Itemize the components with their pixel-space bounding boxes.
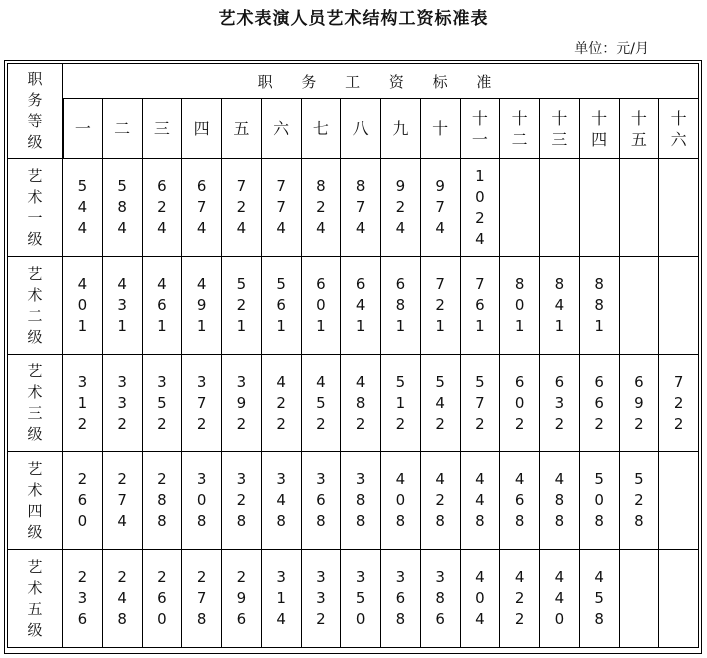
rank-label: 艺 术 四 级: [27, 459, 43, 541]
table-row: [7, 550, 699, 648]
salary-cell: [103, 355, 143, 452]
rank-label-cell: [7, 257, 63, 355]
salary-value: 2 6 0: [77, 470, 88, 530]
salary-cell: [302, 355, 342, 452]
salary-cell: [341, 452, 381, 550]
salary-value: 6 0 2: [514, 372, 525, 433]
salary-cell: [341, 355, 381, 452]
salary-value: 4 8 8: [554, 470, 565, 530]
salary-cell: [500, 355, 540, 452]
rank-header: 职 务 等 级: [27, 70, 43, 151]
grade-header-cell: [182, 99, 222, 159]
salary-value: 4 2 8: [435, 470, 445, 530]
salary-value: 9 2 4: [395, 177, 406, 237]
salary-cell: [381, 355, 421, 452]
rank-header-cell: [7, 63, 63, 159]
salary-cell: [620, 159, 660, 257]
rank-label: 艺 术 三 级: [27, 362, 43, 443]
salary-cell: [421, 550, 461, 648]
salary-cell: [580, 550, 620, 648]
grade-label: 七: [312, 119, 329, 138]
grade-header-cell: [500, 99, 540, 159]
salary-value: 3 8 6: [435, 568, 445, 628]
grade-label: 二: [114, 119, 131, 138]
grade-header-cell: [222, 99, 262, 159]
salary-value: 4 8 2: [355, 372, 366, 433]
rank-label-cell: [7, 159, 63, 257]
salary-cell: [580, 452, 620, 550]
salary-value: 5 2 8: [634, 470, 644, 530]
salary-cell: [461, 550, 501, 648]
salary-value: 8 0 1: [514, 275, 525, 335]
salary-cell: [659, 159, 699, 257]
salary-cell: [63, 452, 103, 550]
salary-value: 2 3 6: [77, 568, 88, 628]
salary-cell: [103, 550, 143, 648]
salary-cell: [182, 159, 222, 257]
grade-label: 一: [74, 119, 91, 138]
salary-value: 7 2 1: [435, 275, 445, 335]
salary-value: 7 7 4: [276, 177, 286, 237]
rank-label-cell: [7, 452, 63, 550]
salary-cell: [103, 452, 143, 550]
salary-cell: [500, 159, 540, 257]
salary-cell: [500, 550, 540, 648]
salary-cell: [580, 257, 620, 355]
salary-value: 3 2 8: [236, 470, 247, 530]
salary-value: 5 7 2: [475, 372, 485, 433]
grade-header-cell: [341, 99, 381, 159]
salary-value: 9 7 4: [435, 177, 445, 237]
salary-cell: [381, 257, 421, 355]
salary-value: 5 4 2: [435, 372, 445, 433]
grade-label: 三: [153, 119, 170, 138]
standard-header: 职 务 工 资 标 准: [257, 72, 504, 91]
salary-value: 4 0 4: [475, 568, 485, 628]
salary-value: 4 0 1: [77, 275, 88, 335]
salary-value: 6 4 1: [355, 275, 366, 335]
salary-value: 8 8 1: [594, 275, 604, 335]
rank-label: 艺 术 一 级: [27, 166, 43, 248]
salary-cell: [580, 159, 620, 257]
salary-value: 3 8 8: [355, 470, 366, 530]
grade-label: 十 四: [591, 108, 608, 149]
grade-label: 八: [352, 119, 369, 138]
salary-value: 6 6 2: [594, 372, 604, 433]
salary-value: 5 4 4: [77, 177, 88, 237]
salary-value: 5 1 2: [395, 372, 406, 433]
salary-cell: [63, 257, 103, 355]
grade-header-cell: [540, 99, 580, 159]
standard-header-cell: [63, 63, 699, 99]
salary-cell: [143, 355, 183, 452]
salary-cell: [63, 159, 103, 257]
salary-cell: [580, 355, 620, 452]
grade-label: 十 二: [511, 108, 528, 149]
grade-label: 六: [273, 119, 290, 138]
grade-header-cell: [103, 99, 143, 159]
salary-cell: [659, 257, 699, 355]
salary-cell: [262, 257, 302, 355]
salary-cell: [182, 355, 222, 452]
grade-header-cell: [302, 99, 342, 159]
salary-cell: [381, 452, 421, 550]
salary-value: 4 0 8: [395, 470, 406, 530]
salary-cell: [620, 452, 660, 550]
salary-cell: [302, 550, 342, 648]
salary-value: 1 0 2 4: [475, 166, 485, 248]
rank-label: 艺 术 五 级: [27, 557, 43, 639]
salary-cell: [302, 159, 342, 257]
grade-header-cell: [262, 99, 302, 159]
unit-label: 单位：元/月: [574, 41, 649, 57]
salary-cell: [659, 550, 699, 648]
salary-value: 4 6 8: [514, 470, 525, 530]
grade-header-cell: [620, 99, 660, 159]
salary-value: 4 2 2: [276, 372, 286, 433]
salary-cell: [620, 257, 660, 355]
salary-cell: [182, 550, 222, 648]
salary-cell: [659, 452, 699, 550]
grade-header-cell: [461, 99, 501, 159]
salary-value: 6 3 2: [554, 372, 565, 433]
salary-value: 4 5 8: [594, 568, 604, 628]
salary-table-frame: [4, 60, 702, 654]
rank-label-cell: [7, 550, 63, 648]
grade-label: 十 一: [471, 108, 488, 149]
salary-cell: [381, 550, 421, 648]
salary-cell: [461, 159, 501, 257]
salary-value: 5 8 4: [117, 177, 127, 237]
salary-value: 6 0 1: [316, 275, 326, 335]
salary-cell: [222, 159, 262, 257]
salary-cell: [341, 550, 381, 648]
salary-value: 8 4 1: [554, 275, 565, 335]
table-row: [7, 355, 699, 452]
salary-value: 2 7 8: [196, 568, 207, 628]
salary-cell: [421, 452, 461, 550]
salary-cell: [63, 355, 103, 452]
salary-value: 3 3 2: [316, 568, 326, 628]
salary-standard-table: [7, 63, 699, 648]
salary-value: 7 2 2: [673, 372, 684, 433]
grade-label: 五: [233, 119, 250, 138]
salary-cell: [540, 159, 580, 257]
salary-cell: [262, 550, 302, 648]
salary-value: 2 6 0: [157, 568, 167, 628]
salary-cell: [461, 452, 501, 550]
rank-label-cell: [7, 355, 63, 452]
salary-cell: [421, 257, 461, 355]
salary-cell: [500, 257, 540, 355]
salary-cell: [620, 550, 660, 648]
grade-header-cell: [143, 99, 183, 159]
salary-cell: [421, 355, 461, 452]
salary-value: 5 6 1: [276, 275, 286, 335]
salary-value: 3 7 2: [196, 372, 207, 433]
salary-cell: [182, 452, 222, 550]
salary-cell: [262, 159, 302, 257]
salary-cell: [540, 257, 580, 355]
salary-cell: [143, 257, 183, 355]
salary-value: 3 6 8: [316, 470, 326, 530]
grade-label: 四: [193, 119, 210, 138]
salary-value: 3 1 2: [77, 372, 88, 433]
salary-value: 3 0 8: [196, 470, 207, 530]
salary-value: 6 9 2: [634, 372, 644, 433]
salary-value: 8 7 4: [355, 177, 366, 237]
salary-cell: [461, 355, 501, 452]
grade-label: 九: [392, 119, 409, 138]
table-row: [7, 159, 699, 257]
salary-value: 4 5 2: [316, 372, 326, 433]
grade-header-cell: [63, 99, 103, 159]
salary-value: 3 1 4: [276, 568, 286, 628]
salary-value: 5 0 8: [594, 470, 604, 530]
salary-cell: [381, 159, 421, 257]
salary-cell: [103, 159, 143, 257]
salary-value: 3 5 2: [157, 372, 167, 433]
salary-cell: [143, 452, 183, 550]
salary-value: 2 7 4: [117, 470, 127, 530]
salary-value: 3 4 8: [276, 470, 286, 530]
salary-cell: [182, 257, 222, 355]
salary-cell: [341, 159, 381, 257]
salary-cell: [540, 550, 580, 648]
salary-cell: [341, 257, 381, 355]
table-row: [7, 257, 699, 355]
table-row: [7, 452, 699, 550]
salary-value: 4 9 1: [196, 275, 207, 335]
salary-cell: [302, 257, 342, 355]
grade-header-row: [7, 99, 699, 159]
grade-label: 十 六: [670, 108, 687, 149]
grade-header-cell: [659, 99, 699, 159]
salary-value: 4 4 0: [554, 568, 565, 628]
salary-cell: [302, 452, 342, 550]
page-title: 艺术表演人员艺术结构工资标准表: [218, 9, 489, 29]
salary-cell: [103, 257, 143, 355]
salary-cell: [500, 452, 540, 550]
salary-value: 4 2 2: [514, 568, 525, 628]
salary-value: 3 9 2: [236, 372, 247, 433]
salary-value: 3 3 2: [117, 372, 127, 433]
salary-cell: [222, 257, 262, 355]
salary-value: 7 2 4: [236, 177, 247, 237]
salary-cell: [222, 355, 262, 452]
salary-cell: [620, 355, 660, 452]
salary-value: 2 9 6: [236, 568, 247, 628]
salary-value: 4 3 1: [117, 275, 127, 335]
salary-cell: [222, 452, 262, 550]
salary-value: 6 7 4: [196, 177, 207, 237]
salary-value: 4 6 1: [157, 275, 167, 335]
rank-label: 艺 术 二 级: [27, 264, 43, 346]
salary-cell: [262, 355, 302, 452]
salary-cell: [222, 550, 262, 648]
salary-cell: [262, 452, 302, 550]
salary-value: 3 6 8: [395, 568, 406, 628]
salary-value: 2 4 8: [117, 568, 127, 628]
salary-value: 2 8 8: [157, 470, 167, 530]
salary-cell: [421, 159, 461, 257]
grade-label: 十: [432, 119, 449, 138]
grade-header-cell: [580, 99, 620, 159]
salary-value: 5 2 1: [236, 275, 247, 335]
salary-cell: [659, 355, 699, 452]
salary-value: 4 4 8: [475, 470, 485, 530]
salary-value: 8 2 4: [316, 177, 326, 237]
salary-value: 6 2 4: [157, 177, 167, 237]
salary-cell: [461, 257, 501, 355]
salary-cell: [143, 550, 183, 648]
grade-label: 十 五: [630, 108, 647, 149]
salary-cell: [540, 452, 580, 550]
salary-cell: [540, 355, 580, 452]
salary-value: 6 8 1: [395, 275, 406, 335]
salary-cell: [63, 550, 103, 648]
salary-cell: [143, 159, 183, 257]
salary-value: 7 6 1: [475, 275, 485, 335]
grade-label: 十 三: [551, 108, 568, 149]
grade-header-cell: [381, 99, 421, 159]
salary-value: 3 5 0: [355, 568, 366, 628]
grade-header-cell: [421, 99, 461, 159]
